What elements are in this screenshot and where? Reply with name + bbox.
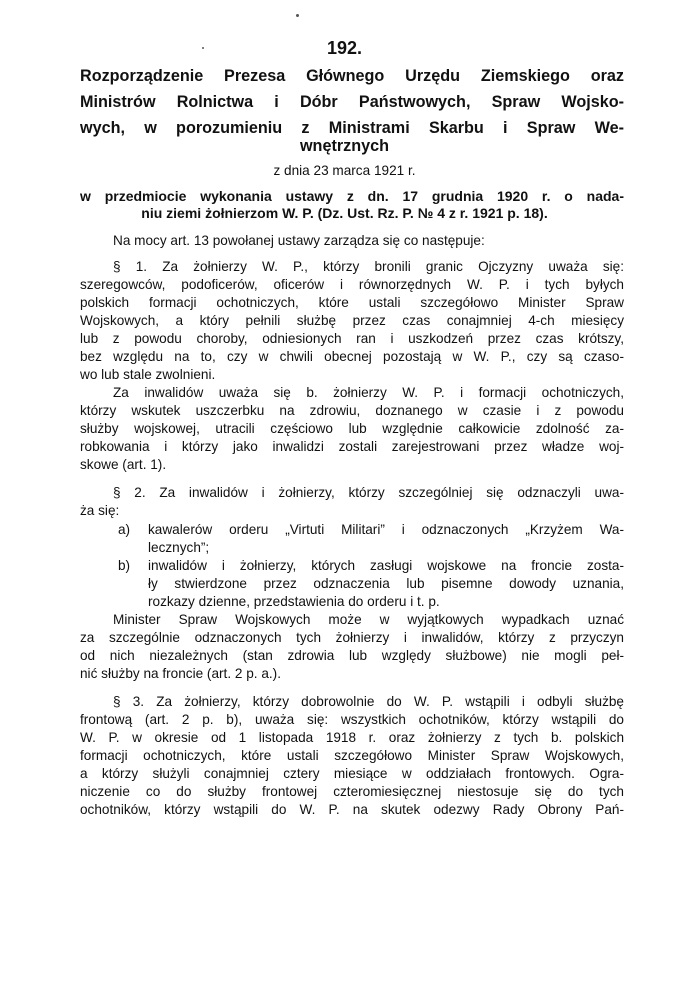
list-item-a-line: lecznych”; [148, 540, 210, 555]
section-1b-line: robkowania i którzy jako inwalidzi zostali zarejestrowani przez władze woj- [80, 439, 624, 454]
list-item-label: b) [118, 558, 131, 573]
section-2-line: § 2. Za inwalidów i żołnierzy, którzy szczególniej się odznaczyli uwa- [113, 485, 624, 500]
section-1-line: bez względu na to, czy w chwili obecnej pozostają w W. P., czy są czaso- [80, 349, 624, 364]
section-3-line: formacji ochotniczych, które ustali szczegółowo Minister Spraw Wojskowych, [80, 748, 624, 763]
section-1b-line: Za inwalidów uważa się b. żołnierzy W. P. i formacji ochotniczych, [113, 385, 624, 400]
title-line: Ministrów Rolnictwa i Dóbr Państwowych, Spraw Wojsko- [80, 93, 624, 111]
date-line: z dnia 23 marca 1921 r. [273, 163, 416, 178]
section-1-line: szeregowców, podoficerów, oficerów i równorzędnych W. P. i tych byłych [80, 277, 624, 292]
section-1-line: wo lub stale zwolnieni. [80, 367, 216, 382]
intro-text: Na mocy art. 13 powołanej ustawy zarządza się co następuje: [113, 233, 485, 248]
title-line: wych, w porozumieniu z Ministrami Skarbu i Spraw We- [80, 119, 624, 137]
section-1-line: polskich formacji ochotniczych, które ustali szczegółowo Minister Spraw [80, 295, 624, 310]
section-2-line: ża się: [80, 503, 120, 518]
section-3-line: a którzy służyli conajmniej cztery miesiące w oddziałach frontowych. Ogra- [80, 766, 624, 781]
list-item-a-line: kawalerów orderu „Virtuti Militari” i odznaczonych „Krzyżem Wa- [148, 522, 624, 537]
section-3-line: § 3. Za żołnierzy, którzy dobrowolnie do W. P. wstąpili i odbyli służbę [113, 694, 624, 709]
section-2b-line: od nich niezależnych (stan zdrowia lub względy służbowe) nie mogli peł- [80, 648, 624, 663]
section-1b-line: skowe (art. 1). [80, 457, 167, 472]
section-1b-line: którzy wskutek uszczerbku na zdrowiu, doznanego w czasie i z powodu [80, 403, 624, 418]
section-1-line: § 1. Za żołnierzy W. P., którzy bronili granic Ojczyzny uważa się: [113, 259, 624, 274]
subject-line: w przedmiocie wykonania ustawy z dn. 17 grudnia 1920 r. o nada- [80, 188, 624, 204]
section-1b-line: służby wojskowej, utracili częściowo lub względnie całkowicie zdolność za- [80, 421, 624, 436]
title-line: wnętrznych [299, 137, 390, 155]
section-3-line: niczenie co do służby frontowej czteromiesięcznej niestosuje się do tych [80, 784, 624, 799]
list-item-b-line: rozkazy dzienne, przedstawienia do orderu i t. p. [148, 594, 440, 609]
document-number: 192. [326, 38, 363, 58]
subject-line: niu ziemi żołnierzom W. P. (Dz. Ust. Rz. P. № 4 z r. 1921 p. 18). [141, 205, 548, 221]
section-2b-line: Minister Spraw Wojskowych może w wyjątkowych wypadkach uznać [113, 612, 624, 627]
section-2b-line: za szczególnie odznaczonych tych żołnierzy i inwalidów, którzy z przyczyn [80, 630, 624, 645]
list-item-b-line: ły stwierdzone przez odznaczenia lub pisemne dowody uznania, [148, 576, 624, 591]
section-3-line: W. P. w okresie od 1 listopada 1918 r. oraz żołnierzy z tych b. polskich [80, 730, 624, 745]
list-item-label: a) [118, 522, 131, 537]
section-3-line: ochotników, którzy wstąpili do W. P. na skutek odezwy Rady Obrony Pań- [80, 802, 624, 817]
section-1-line: lub z powodu choroby, odniesionych ran i uszkodzeń przez czas krótszy, [80, 331, 624, 346]
section-1-line: Wojskowych, a który pełnili służbę przez czas conajmniej 4-ch miesięcy [80, 313, 624, 328]
title-line: Rozporządzenie Prezesa Głównego Urzędu Ziemskiego oraz [80, 67, 624, 85]
section-3-line: frontową (art. 2 p. b), uważa się: wszystkich ochotników, którzy wstąpili do [80, 712, 624, 727]
scan-speck [296, 14, 299, 17]
section-2b-line: nić służby na froncie (art. 2 p. a.). [80, 666, 281, 681]
list-item-b-line: inwalidów i żołnierzy, których zasługi wojskowe na froncie zosta- [148, 558, 624, 573]
